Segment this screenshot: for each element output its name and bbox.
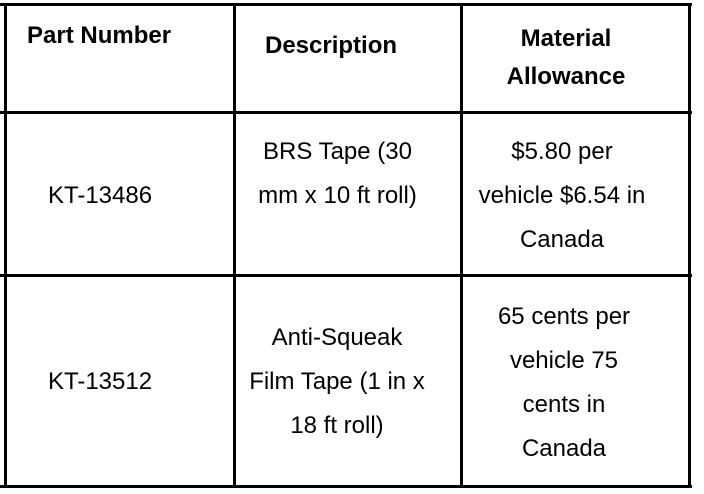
table-border-top (0, 3, 692, 6)
row1-description: BRS Tape (30 mm x 10 ft roll) (258, 138, 417, 209)
table-border-col1 (233, 3, 236, 488)
row2-part-number: KT-13512 (48, 368, 153, 395)
header-description: Description (265, 32, 398, 59)
row2-description: Anti-Squeak Film Tape (1 in x 18 ft roll) (249, 324, 425, 439)
header-part-number: Part Number (27, 22, 172, 49)
table-border-header-bottom (0, 111, 692, 114)
table-border-left (4, 3, 7, 488)
table-border-bottom (0, 485, 692, 488)
row1-material-allowance: $5.80 per vehicle $6.54 in Canada (478, 138, 646, 253)
row1-part-number: KT-13486 (48, 182, 153, 209)
table-border-right (688, 3, 691, 488)
row2-material-allowance: 65 cents per vehicle 75 cents in Canada (497, 303, 631, 462)
table-border-row1-bottom (0, 274, 692, 277)
table-border-col2 (460, 3, 463, 488)
header-material-allowance: Material Allowance (506, 25, 626, 90)
